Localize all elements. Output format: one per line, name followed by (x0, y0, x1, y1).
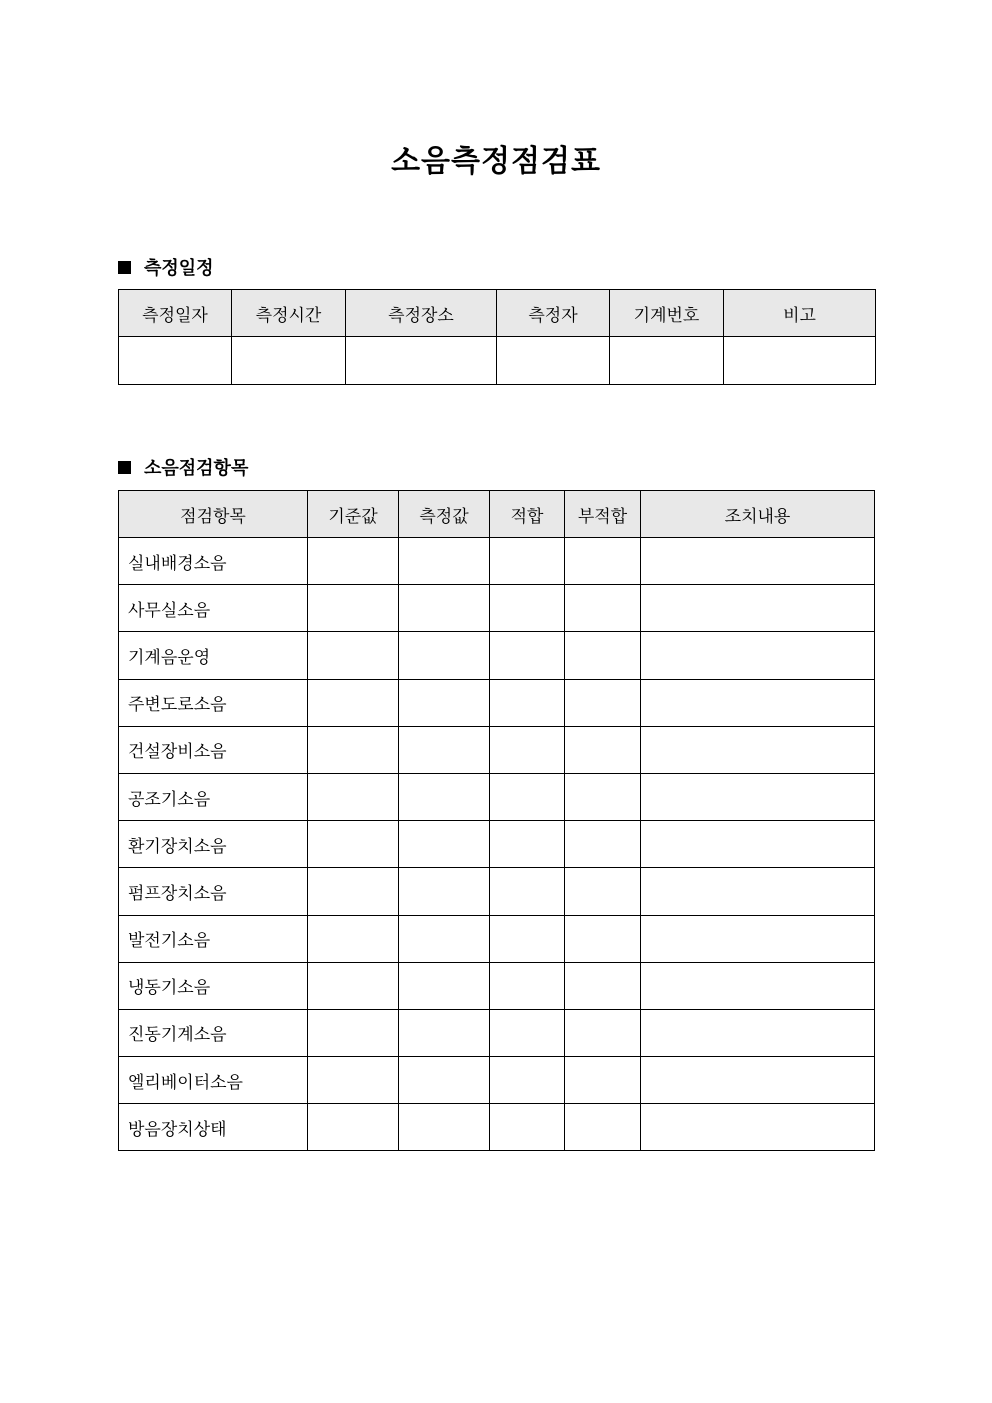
pass-cell[interactable] (490, 632, 565, 679)
schedule-header-cell: 비고 (724, 290, 876, 337)
standard-value-cell[interactable] (308, 1009, 399, 1056)
table-row (119, 538, 875, 585)
standard-value-cell[interactable] (308, 726, 399, 773)
standard-value-cell[interactable] (308, 773, 399, 820)
inspection-item-name: 사무실소음 (119, 585, 308, 632)
time-entry-cell[interactable] (232, 337, 346, 385)
pass-cell[interactable] (490, 726, 565, 773)
standard-value-cell[interactable] (308, 538, 399, 585)
table-row (119, 585, 875, 632)
standard-value-cell[interactable] (308, 962, 399, 1009)
machine-number-entry-cell[interactable] (610, 337, 724, 385)
action-taken-cell[interactable] (641, 632, 875, 679)
date-entry-cell[interactable] (119, 337, 232, 385)
measured-value-cell[interactable] (399, 726, 490, 773)
fail-cell[interactable] (565, 1057, 641, 1104)
inspection-item-name: 실내배경소음 (119, 538, 308, 585)
schedule-header-cell: 측정장소 (346, 290, 497, 337)
inspector-entry-cell[interactable] (497, 337, 610, 385)
items-header-cell: 조치내용 (641, 491, 875, 538)
measured-value-cell[interactable] (399, 1009, 490, 1056)
fail-cell[interactable] (565, 962, 641, 1009)
standard-value-cell[interactable] (308, 868, 399, 915)
measured-value-cell[interactable] (399, 821, 490, 868)
table-row (119, 868, 875, 915)
pass-cell[interactable] (490, 538, 565, 585)
pass-cell[interactable] (490, 1057, 565, 1104)
schedule-header-cell: 측정시간 (232, 290, 346, 337)
schedule-header-cell: 기계번호 (610, 290, 724, 337)
measured-value-cell[interactable] (399, 1057, 490, 1104)
inspection-item-name: 진동기계소음 (119, 1009, 308, 1056)
pass-cell[interactable] (490, 915, 565, 962)
standard-value-cell[interactable] (308, 915, 399, 962)
fail-cell[interactable] (565, 538, 641, 585)
pass-cell[interactable] (490, 821, 565, 868)
pass-cell[interactable] (490, 1009, 565, 1056)
square-bullet-icon (118, 461, 131, 474)
inspection-item-name: 건설장비소음 (119, 726, 308, 773)
items-header-cell: 부적합 (565, 491, 641, 538)
items-header-cell: 측정값 (399, 491, 490, 538)
inspection-item-name: 펌프장치소음 (119, 868, 308, 915)
square-bullet-icon (118, 261, 131, 274)
schedule-section-heading (118, 254, 214, 280)
table-row (119, 1009, 875, 1056)
inspection-item-name: 발전기소음 (119, 915, 308, 962)
inspection-item-name: 환기장치소음 (119, 821, 308, 868)
table-row (119, 821, 875, 868)
table-row (119, 632, 875, 679)
inspection-item-name: 기계음운영 (119, 632, 308, 679)
inspection-item-name: 공조기소음 (119, 773, 308, 820)
action-taken-cell[interactable] (641, 585, 875, 632)
pass-cell[interactable] (490, 962, 565, 1009)
table-row (119, 1057, 875, 1104)
action-taken-cell[interactable] (641, 773, 875, 820)
standard-value-cell[interactable] (308, 679, 399, 726)
pass-cell[interactable] (490, 868, 565, 915)
measured-value-cell[interactable] (399, 585, 490, 632)
action-taken-cell[interactable] (641, 1104, 875, 1151)
table-row (119, 1104, 875, 1151)
fail-cell[interactable] (565, 821, 641, 868)
standard-value-cell[interactable] (308, 585, 399, 632)
schedule-section-title: 측정일정 (144, 258, 214, 279)
items-section-title: 소음점검항목 (144, 458, 249, 479)
fail-cell[interactable] (565, 868, 641, 915)
page-title: 소음측정점검표 (391, 144, 601, 179)
fail-cell[interactable] (565, 1104, 641, 1151)
schedule-header-cell: 측정자 (497, 290, 610, 337)
standard-value-cell[interactable] (308, 1057, 399, 1104)
measured-value-cell[interactable] (399, 1104, 490, 1151)
items-section-heading (118, 454, 248, 480)
fail-cell[interactable] (565, 915, 641, 962)
action-taken-cell[interactable] (641, 868, 875, 915)
pass-cell[interactable] (490, 1104, 565, 1151)
pass-cell[interactable] (490, 773, 565, 820)
measured-value-cell[interactable] (399, 868, 490, 915)
schedule-header-row (119, 290, 876, 337)
fail-cell[interactable] (565, 679, 641, 726)
fail-cell[interactable] (565, 632, 641, 679)
action-taken-cell[interactable] (641, 962, 875, 1009)
measured-value-cell[interactable] (399, 538, 490, 585)
measured-value-cell[interactable] (399, 962, 490, 1009)
table-row (119, 679, 875, 726)
table-row (119, 726, 875, 773)
table-row (119, 773, 875, 820)
action-taken-cell[interactable] (641, 726, 875, 773)
action-taken-cell[interactable] (641, 915, 875, 962)
items-header-cell: 기준값 (308, 491, 399, 538)
action-taken-cell[interactable] (641, 538, 875, 585)
items-header-cell: 적합 (490, 491, 565, 538)
table-row (119, 962, 875, 1009)
inspection-item-name: 냉동기소음 (119, 962, 308, 1009)
action-taken-cell[interactable] (641, 1057, 875, 1104)
inspection-items-table (118, 490, 875, 1151)
inspection-item-name: 주변도로소음 (119, 679, 308, 726)
remarks-entry-cell[interactable] (724, 337, 876, 385)
items-header-cell: 점검항목 (119, 491, 308, 538)
fail-cell[interactable] (565, 726, 641, 773)
table-row (119, 915, 875, 962)
measured-value-cell[interactable] (399, 679, 490, 726)
fail-cell[interactable] (565, 1009, 641, 1056)
schedule-entry-row (119, 337, 876, 385)
standard-value-cell[interactable] (308, 1104, 399, 1151)
schedule-header-cell: 측정일자 (119, 290, 232, 337)
fail-cell[interactable] (565, 585, 641, 632)
standard-value-cell[interactable] (308, 821, 399, 868)
pass-cell[interactable] (490, 679, 565, 726)
schedule-table (118, 289, 876, 385)
items-header-row (119, 491, 875, 538)
action-taken-cell[interactable] (641, 821, 875, 868)
inspection-item-name: 엘리베이터소음 (119, 1057, 308, 1104)
measured-value-cell[interactable] (399, 632, 490, 679)
action-taken-cell[interactable] (641, 679, 875, 726)
action-taken-cell[interactable] (641, 1009, 875, 1056)
inspection-item-name: 방음장치상태 (119, 1104, 308, 1151)
pass-cell[interactable] (490, 585, 565, 632)
measured-value-cell[interactable] (399, 773, 490, 820)
standard-value-cell[interactable] (308, 632, 399, 679)
measured-value-cell[interactable] (399, 915, 490, 962)
location-entry-cell[interactable] (346, 337, 497, 385)
fail-cell[interactable] (565, 773, 641, 820)
items-body (119, 538, 875, 1151)
